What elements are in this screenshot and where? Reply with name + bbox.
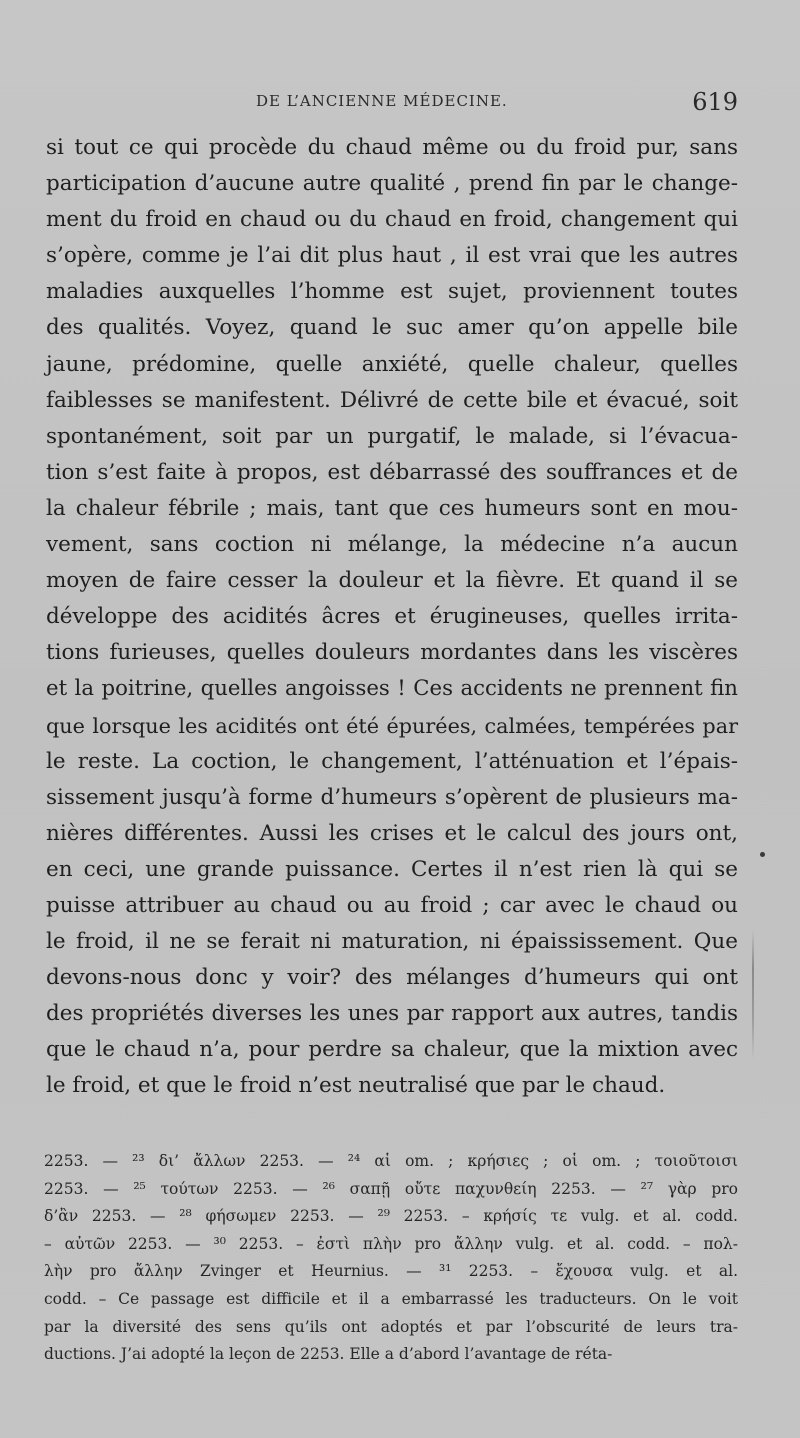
text-line: tions furieuses, quelles douleurs mordantes dans les viscères	[46, 640, 738, 666]
page-edge-shadow	[752, 930, 754, 1060]
text-line: si tout ce qui procède du chaud même ou du froid pur, sans	[46, 135, 738, 160]
text-line: vement, sans coction ni mélange, la médecine n’a aucun	[46, 532, 738, 558]
text-line: le froid, et que le froid n’est neutralisé que par le chaud.	[46, 1073, 666, 1099]
text-line: maladies auxquelles l’homme est sujet, proviennent toutes	[46, 279, 738, 305]
text-line: le reste. La coction, le changement, l’atténuation et l’épais-	[46, 748, 738, 774]
footnote-line: λὴν pro ἄλλην Zvinger et Heurnius. — ³¹ 2253. – ἔχουσα vulg. et al.	[44, 1262, 738, 1281]
page-number: 619	[692, 88, 738, 116]
text-line: que le chaud n’a, pour perdre sa chaleur, que la mixtion avec	[46, 1037, 738, 1063]
text-line: sissement jusqu’à forme d’humeurs s’opèrent de plusieurs ma-	[46, 784, 738, 810]
text-line: devons-nous donc y voir? des mélanges d’humeurs qui ont	[46, 965, 738, 991]
text-line: des qualités. Voyez, quand le suc amer qu’on appelle bile	[46, 315, 738, 341]
text-line: ment du froid en chaud ou du chaud en froid, changement qui	[46, 207, 738, 233]
footnote-line: – αὐτῶν 2253. — ³⁰ 2253. – ἐστὶ πλὴν pro ἄλλην vulg. et al. codd. – πολ-	[44, 1234, 738, 1253]
footnote-line: ductions. J’ai adopté la leçon de 2253. Elle a d’abord l’avantage de réta-	[44, 1345, 613, 1364]
margin-dot	[760, 852, 765, 857]
text-line: participation d’aucune autre qualité , prend fin par le change-	[46, 171, 738, 197]
footnote-line: 2253. — ²³ δι’ ἄλλων 2253. — ²⁴ αἱ om. ; κρήσιες ; οἱ om. ; τοιοῦτοισι	[44, 1152, 738, 1170]
text-line: spontanément, soit par un purgatif, le malade, si l’évacua-	[46, 423, 738, 449]
footnote-line: par la diversité des sens qu’ils ont adoptés et par l’obscurité de leurs tra-	[44, 1317, 738, 1336]
footnote-line: 2253. — ²⁵ τούτων 2253. — ²⁶ σαπῇ οὔτε παχυνθείη 2253. — ²⁷ γὰρ pro	[44, 1179, 738, 1198]
footnotes	[44, 1148, 738, 1369]
text-line: tion s’est faite à propos, est débarrassé des souffrances et de	[46, 459, 738, 485]
text-line: puisse attribuer au chaud ou au froid ; car avec le chaud ou	[46, 892, 738, 918]
text-line: et la poitrine, quelles angoisses ! Ces accidents ne prennent fin	[46, 676, 738, 702]
text-line: en ceci, une grande puissance. Certes il n’est rien là qui se	[46, 856, 738, 882]
text-line: des propriétés diverses les unes par rapport aux autres, tandis	[46, 1001, 738, 1027]
text-line: faiblesses se manifestent. Délivré de cette bile et évacué, soit	[46, 387, 738, 413]
text-line: la chaleur fébrile ; mais, tant que ces humeurs sont en mou-	[46, 495, 738, 521]
text-line: jaune, prédomine, quelle anxiété, quelle chaleur, quelles	[46, 351, 738, 377]
running-title: DE L’ANCIENNE MÉDECINE.	[256, 92, 508, 110]
text-line: nières différentes. Aussi les crises et le calcul des jours ont,	[46, 820, 738, 846]
text-line: moyen de faire cesser la douleur et la fièvre. Et quand il se	[46, 568, 738, 594]
footnote-line: codd. – Ce passage est difficile et il a embarrassé les traducteurs. On le voit	[44, 1289, 738, 1308]
footnote-line: δ’ἂν 2253. — ²⁸ φήσωμεν 2253. — ²⁹ 2253. – κρήσίς τε vulg. et al. codd.	[44, 1207, 738, 1226]
text-line: que lorsque les acidités ont été épurées, calmées, tempérées par	[46, 713, 738, 738]
main-text	[46, 130, 738, 1105]
text-line: développe des acidités âcres et érugineuses, quelles irrita-	[46, 604, 738, 630]
text-line: s’opère, comme je l’ai dit plus haut , il est vrai que les autres	[46, 243, 738, 269]
text-line: le froid, il ne se ferait ni maturation, ni épaississement. Que	[46, 929, 738, 955]
